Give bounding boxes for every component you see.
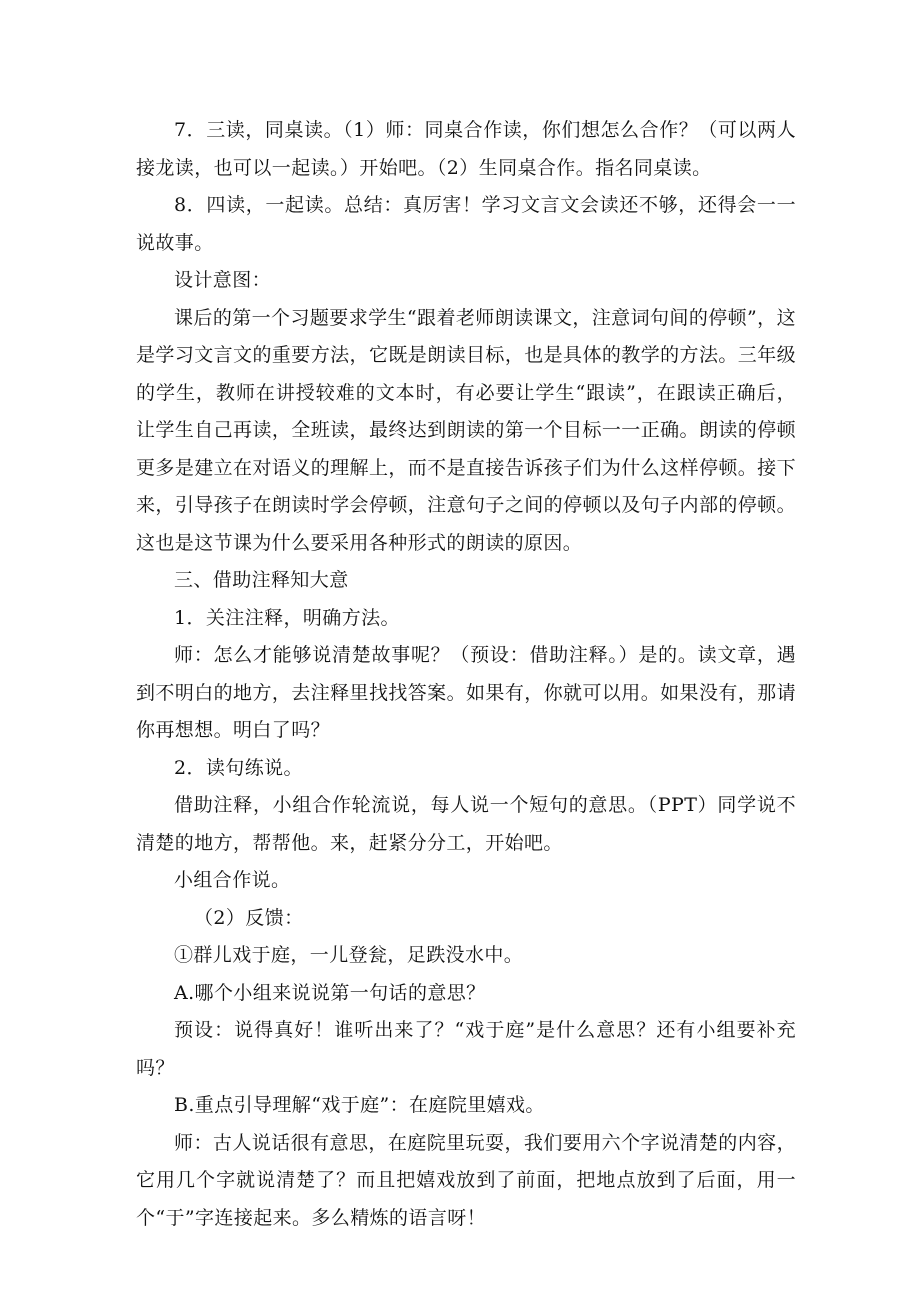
item-a-line: A.哪个小组来说说第一句话的意思？	[174, 981, 486, 1004]
paragraph-step-7: 7．三读，同桌读。（1）师：同桌合作读，你们想怎么合作？（可以两人接龙读，也可以一起读。）开始吧。（2）生同桌合作。指名同桌读。	[136, 119, 796, 179]
step-2-heading: 2．读句练说。	[174, 756, 303, 779]
step-1-heading: 1．关注注释，明确方法。	[174, 606, 400, 629]
section-heading-3: 三、借助注释知大意	[174, 569, 349, 591]
group-speaking-line: 小组合作说。	[174, 869, 291, 891]
preset-answer-paragraph: 预设：说得真好！谁听出来了？“戏于庭”是什么意思？还有小组要补充吗？	[136, 1019, 796, 1079]
paragraph-step-8: 8．四读，一起读。总结：真厉害！学习文言文会读还不够，还得会一一说故事。	[136, 194, 796, 254]
teacher-question-paragraph: 师：怎么才能够说清楚故事呢？（预设：借助注释。）是的。读文章，遇到不明白的地方，去注释里找找答案。如果有，你就可以用。如果没有，那请你再想想。明白了吗？	[136, 644, 796, 741]
quote-sentence-1: ①群儿戏于庭，一儿登瓮，足跌没水中。	[174, 944, 524, 966]
group-instruction-paragraph: 借助注释，小组合作轮流说，每人说一个短句的意思。（PPT）同学说不清楚的地方，帮帮他。来，赶紧分分工，开始吧。	[136, 794, 796, 854]
item-b-line: B.重点引导理解“戏于庭”：在庭院里嬉戏。	[174, 1094, 545, 1116]
design-intent-body: 课后的第一个习题要求学生“跟着老师朗读课文，注意词句间的停顿”，这是学习文言文的重要方法，它既是朗读目标，也是具体的教学的方法。三年级的学生，教师在讲授较难的文本时，有必要让学生“跟读”，在跟读正确后，让学生自己再读，全班读，最终达到朗读的第一个目标一一正确。朗读的停顿更多是建立在对语义的理解上，而不是直接告诉孩子们为什么这样停顿。接下来，引导孩子在朗读时学会停顿，注意句子之间的停顿以及句子内部的停顿。这也是这节课为什么要采用各种形式的朗读的原因。	[136, 306, 796, 554]
document-page	[136, 112, 796, 1237]
teacher-explanation-paragraph: 师：古人说话很有意思，在庭院里玩耍，我们要用六个字说清楚的内容，它用几个字就说清楚了？而且把嬉戏放到了前面，把地点放到了后面，用一个“于”字连接起来。多么精炼的语言呀！	[136, 1131, 796, 1229]
design-intent-heading: 设计意图：	[174, 269, 272, 291]
feedback-heading: （2）反馈：	[194, 906, 304, 929]
